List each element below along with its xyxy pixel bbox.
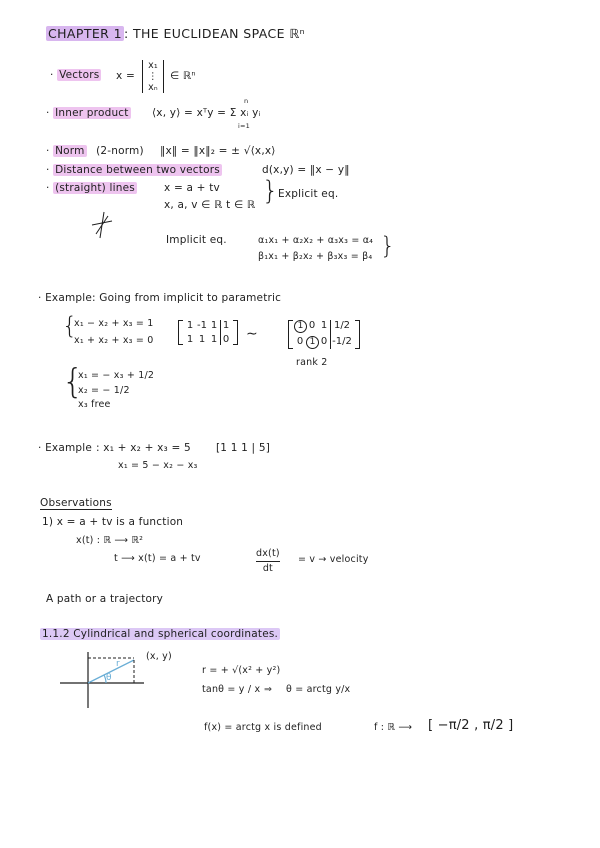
- chapter-rest: : THE EUCLIDEAN SPACE ℝⁿ: [123, 26, 305, 41]
- sum-sup: n: [244, 97, 249, 105]
- matrix-cell: 1/2: [333, 320, 351, 331]
- example2-heading: · Example : x₁ + x₂ + x₃ = 5: [38, 442, 191, 454]
- norm-label: Norm: [55, 145, 85, 157]
- matrix-cell: 0: [296, 336, 304, 347]
- example2-label: Example: [45, 442, 93, 454]
- f-mapping: f : ℝ ⟶: [374, 722, 413, 733]
- derivative-den: dt: [262, 563, 273, 574]
- radius-label: r: [116, 659, 120, 669]
- matrix-cell: 0: [308, 320, 316, 331]
- vector-entry-2: ⋮: [148, 71, 158, 82]
- matrix-cell: 0: [320, 336, 328, 347]
- vectors-rhs: ∈ ℝⁿ: [170, 70, 196, 82]
- line-eq-2: x, a, v ∈ ℝ t ∈ ℝ: [164, 199, 256, 211]
- implicit-eq-2: β₁x₁ + β₂x₂ + β₃x₃ = β₄: [258, 251, 373, 262]
- row-equivalent: ∼: [246, 326, 258, 342]
- solution-brace: {: [62, 362, 84, 402]
- lines-label: (straight) lines: [55, 182, 135, 194]
- chapter-label: CHAPTER 1: [48, 26, 122, 41]
- f-range: [ −π/2 , π/2 ]: [428, 718, 514, 733]
- vectors-label: Vectors: [59, 69, 100, 81]
- tan-equation: tanθ = y / x: [202, 684, 261, 695]
- implicit-eq-1: α₁x₁ + α₂x₂ + α₃x₃ = α₄: [258, 235, 374, 246]
- observations-heading: Observations: [40, 497, 112, 509]
- norm-row: · Norm (2-norm): [46, 145, 144, 157]
- r-equation: r = + √(x² + y²): [202, 665, 281, 676]
- matrix-cell: 1: [222, 320, 230, 331]
- theta-label: θ: [106, 673, 112, 683]
- matrix-cell: -1/2: [332, 336, 352, 347]
- matrix-cell: 1: [210, 320, 218, 331]
- vectors-lhs: x =: [116, 70, 135, 82]
- derivative-num: dx(t): [256, 547, 280, 562]
- distance-expr: d(x,y) = ‖x − y‖: [262, 164, 350, 176]
- sum-sub: i=1: [238, 122, 250, 130]
- observation-1: 1) x = a + tv is a function: [42, 516, 184, 528]
- matrix-cell: 1: [186, 320, 194, 331]
- map-line-2: t ⟶ x(t) = a + tv: [114, 553, 201, 564]
- section-label: 1.1.2 Cylindrical and spherical coordinates.: [42, 628, 279, 640]
- example1-label: Example: Going from implicit to parametric: [45, 292, 282, 304]
- velocity: = v → velocity: [298, 554, 369, 565]
- implicit-label: Implicit eq.: [166, 234, 227, 246]
- pivot-entry: 1: [294, 320, 307, 333]
- sketch-line-c: [100, 212, 104, 238]
- matrix-cell: 1: [198, 334, 206, 345]
- inner-product-row: · Inner product: [46, 107, 129, 119]
- matrix-cell: 1: [320, 320, 328, 331]
- f-definition: f(x) = arctg x is defined: [204, 722, 322, 733]
- pivot-entry: 1: [306, 336, 319, 349]
- norm-expr: ‖x‖ = ‖x‖₂ = ± √⟨x,x⟩: [160, 145, 276, 157]
- system-brace: {: [62, 312, 78, 340]
- example1-heading: · Example: Going from implicit to parametric: [38, 292, 282, 304]
- distance-row: · Distance between two vectors: [46, 164, 220, 176]
- rank-note: rank 2: [296, 357, 328, 368]
- matrix-cell: 0: [222, 334, 230, 345]
- explicit-brace: }: [262, 176, 279, 206]
- path-note: A path or a trajectory: [46, 593, 164, 605]
- solution-3: x₃ free: [78, 399, 111, 410]
- distance-label: Distance between two vectors: [55, 164, 220, 176]
- vector-entry-3: xₙ: [148, 82, 158, 93]
- inner-product-expr: ⟨x, y⟩ = xᵀy = Σ xᵢ yᵢ: [152, 107, 261, 119]
- matrix-cell: 1: [210, 334, 218, 345]
- system-eq-1: x₁ − x₂ + x₃ = 1: [74, 318, 154, 329]
- solution-2: x₂ = − 1/2: [78, 385, 130, 396]
- example2-solution: x₁ = 5 − x₂ − x₃: [118, 460, 198, 471]
- theta-equation: θ = arctg y/x: [286, 684, 351, 695]
- vector-entry-1: x₁: [148, 60, 158, 71]
- point-label: (x, y): [146, 651, 172, 662]
- norm-note: (2-norm): [96, 145, 144, 157]
- line-eq-1: x = a + tv: [164, 182, 220, 194]
- matrix-cell: -1: [197, 320, 207, 331]
- system-eq-2: x₁ + x₂ + x₃ = 0: [74, 335, 154, 346]
- matrix-cell: 1: [186, 334, 194, 345]
- lines-row: · (straight) lines: [46, 182, 135, 194]
- solution-1: x₁ = − x₃ + 1/2: [78, 370, 155, 381]
- explicit-label: Explicit eq.: [278, 188, 339, 200]
- vectors-row: · Vectors: [50, 69, 100, 81]
- map-line-1: x(t) : ℝ ⟶ ℝ²: [76, 535, 144, 546]
- example2-matrix: [1 1 1 | 5]: [216, 442, 271, 454]
- example2-eq: : x₁ + x₂ + x₃ = 5: [96, 442, 191, 454]
- implicit-brace: }: [380, 232, 396, 260]
- implies: ⇒: [264, 684, 273, 695]
- inner-product-label: Inner product: [55, 107, 129, 119]
